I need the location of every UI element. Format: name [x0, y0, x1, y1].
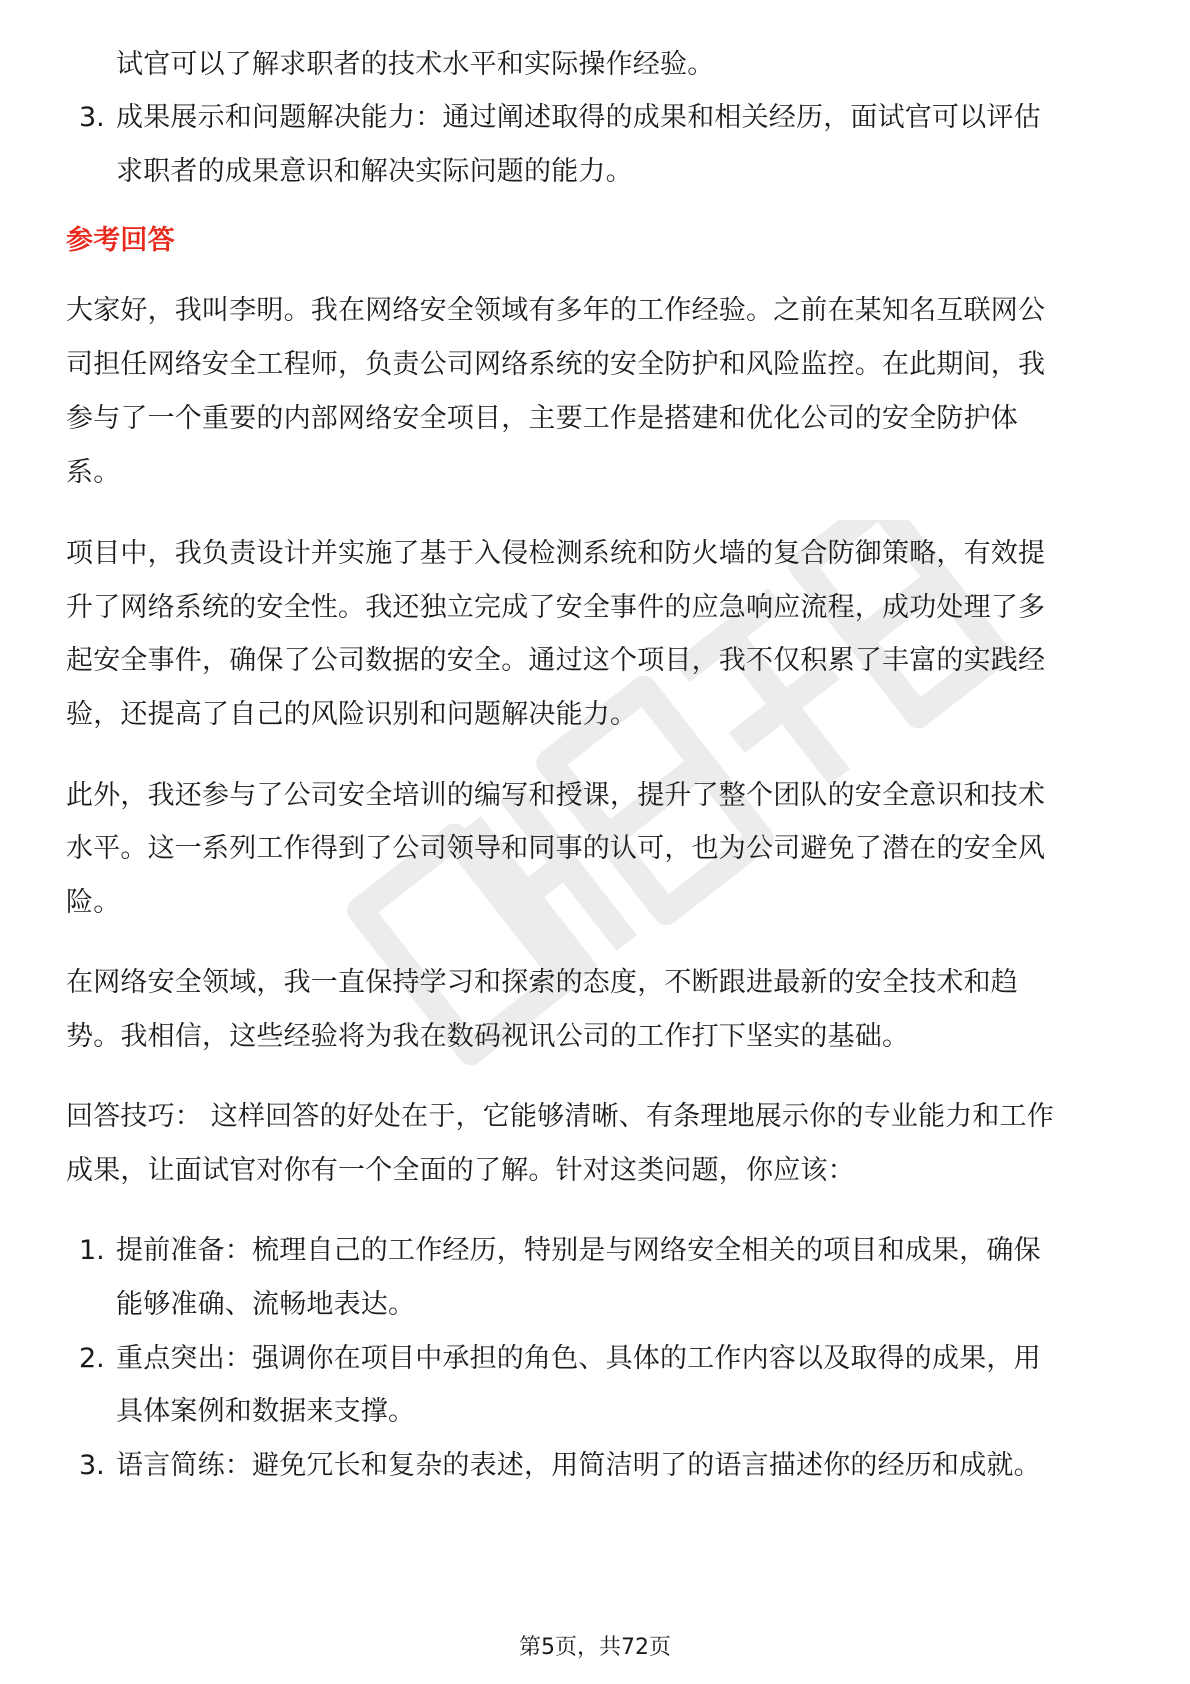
paragraph-line: 势。我相信，这些经验将为我在数码视讯公司的工作打下坚实的基础。	[66, 1021, 910, 1052]
paragraph-line: 此外，我还参与了公司安全培训的编写和授课，提升了整个团队的安全意识和技术	[66, 780, 1046, 811]
list-item-3-line: 成果展示和问题解决能力：通过阐述取得的成果和相关经历，面试官可以评估	[116, 102, 1041, 133]
paragraph-line: 成果，让面试官对你有一个全面的了解。针对这类问题，你应该：	[66, 1155, 855, 1186]
list-number: 2.	[79, 1343, 105, 1374]
paragraph-line: 在网络安全领域，我一直保持学习和探索的态度，不断跟进最新的安全技术和趋	[66, 967, 1018, 998]
list-number: 3.	[79, 102, 105, 133]
paragraph-line: 验，还提高了自己的风险识别和问题解决能力。	[66, 699, 638, 730]
tip-line: 语言简练：避免冗长和复杂的表述，用简洁明了的语言描述你的经历和成就。	[116, 1450, 1041, 1481]
page-footer: 第5页，共72页	[519, 1635, 671, 1660]
section-heading: 参考回答	[66, 225, 175, 256]
paragraph-line: 水平。这一系列工作得到了公司领导和同事的认可，也为公司避免了潜在的安全风	[66, 833, 1046, 864]
list-number: 1.	[79, 1235, 105, 1266]
tip-line: 提前准备：梳理自己的工作经历，特别是与网络安全相关的项目和成果，确保	[116, 1235, 1041, 1266]
tip-line: 重点突出：强调你在项目中承担的角色、具体的工作内容以及取得的成果，用	[116, 1343, 1041, 1374]
paragraph-line: 升了网络系统的安全性。我还独立完成了安全事件的应急响应流程，成功处理了多	[66, 592, 1046, 623]
paragraph-line: 回答技巧： 这样回答的好处在于，它能够清晰、有条理地展示你的专业能力和工作	[66, 1101, 1054, 1132]
list-item-3-line: 求职者的成果意识和解决实际问题的能力。	[116, 156, 633, 187]
paragraph-line: 起安全事件，确保了公司数据的安全。通过这个项目，我不仅积累了丰富的实践经	[66, 645, 1046, 676]
paragraph-line: 系。	[66, 457, 121, 488]
paragraph-line: 险。	[66, 887, 121, 918]
paragraph-line: 项目中，我负责设计并实施了基于入侵检测系统和防火墙的复合防御策略，有效提	[66, 538, 1046, 569]
tip-line: 具体案例和数据来支撑。	[116, 1396, 416, 1427]
paragraph-line: 参与了一个重要的内部网络安全项目，主要工作是搭建和优化公司的安全防护体	[66, 403, 1018, 434]
tip-line: 能够准确、流畅地表达。	[116, 1289, 416, 1320]
paragraph-line: 司担任网络安全工程师，负责公司网络系统的安全防护和风险监控。在此期间，我	[66, 349, 1046, 380]
list-item-2-continuation: 试官可以了解求职者的技术水平和实际操作经验。	[116, 49, 715, 80]
list-number: 3.	[79, 1450, 105, 1481]
paragraph-line: 大家好，我叫李明。我在网络安全领域有多年的工作经验。之前在某知名互联网公	[66, 295, 1046, 326]
